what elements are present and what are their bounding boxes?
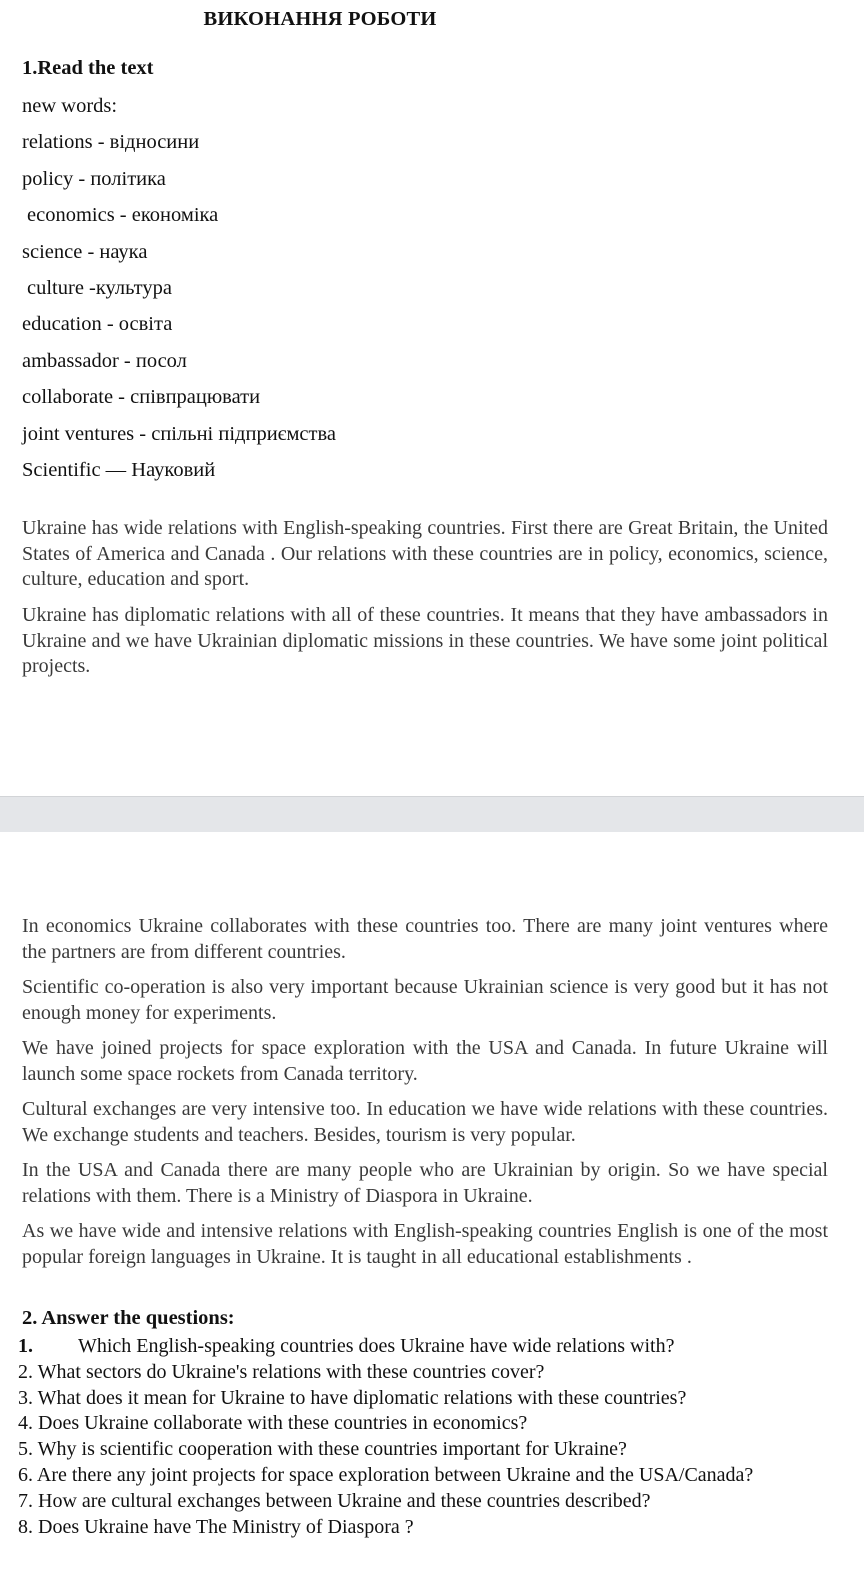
page-title: ВИКОНАННЯ РОБОТИ (203, 8, 437, 30)
vocab-list (22, 92, 336, 492)
vocab-item: joint ventures - спільні підприємства (22, 422, 336, 445)
question-item: 4. Does Ukraine collaborate with these countries in economics? (18, 1412, 528, 1435)
task2-heading: 2. Answer the questions: (22, 1307, 235, 1329)
vocab-item: culture -культура (27, 276, 172, 299)
question-text: Which English-speaking countries does Ukraine have wide relations with? (78, 1335, 675, 1357)
task1-heading: 1.Read the text (22, 57, 154, 79)
question-item: 6. Are there any joint projects for space exploration between Ukraine and the USA/Canada? (18, 1463, 754, 1486)
text-paragraph: Ukraine has wide relations with English-speaking countries. First there are Great Britain, the United States of America and Canada . Our relations with these countries are in policy, economics, science, culture, education and sport. (22, 517, 828, 590)
vocab-item: relations - відносини (22, 131, 200, 154)
text-paragraph: Scientific co-operation is also very important because Ukrainian science is very good but it has not enough money for experiments. (22, 976, 828, 1024)
question-item (18, 1334, 828, 1360)
question-item: 3. What does it mean for Ukraine to have diplomatic relations with these countries? (18, 1386, 687, 1409)
text-paragraph: Cultural exchanges are very intensive too. In education we have wide relations with these countries. We exchange students and teachers. Besides, tourism is very popular. (22, 1098, 828, 1146)
vocab-item: collaborate - співпрацювати (22, 386, 261, 409)
vocab-item: ambassador - посол (22, 349, 187, 372)
question-item: 8. Does Ukraine have The Ministry of Diaspora ? (18, 1515, 414, 1538)
text-paragraph: In economics Ukraine collaborates with these countries too. There are many joint ventures where the partners are from different countries. (22, 915, 828, 963)
text-paragraph: Ukraine has diplomatic relations with all of these countries. It means that they have ambassadors in Ukraine and we have Ukrainian diplomatic missions in these countries. We have some joint political projects. (22, 604, 828, 677)
text-paragraph: As we have wide and intensive relations with English-speaking countries English is one of the most popular foreign languages in Ukraine. It is taught in all educational establishments . (22, 1220, 828, 1268)
vocab-item: education - освіта (22, 313, 173, 336)
vocab-item: Scientific — Науковий (22, 458, 216, 481)
question-item: 7. How are cultural exchanges between Ukraine and these countries described? (18, 1489, 651, 1512)
text-paragraph: In the USA and Canada there are many people who are Ukrainian by origin. So we have special relations with them. There is a Ministry of Diaspora in Ukraine. (22, 1159, 828, 1207)
questions-list (18, 1334, 828, 1540)
vocab-item: economics - економіка (27, 204, 219, 227)
vocab-intro: new words: (22, 95, 118, 117)
question-item: 5. Why is scientific cooperation with these countries important for Ukraine? (18, 1438, 627, 1461)
text-paragraph: We have joined projects for space exploration with the USA and Canada. In future Ukraine will launch some space rockets from Canada territory. (22, 1037, 828, 1085)
question-item: 2. What sectors do Ukraine's relations with these countries cover? (18, 1360, 545, 1383)
page-separator (0, 796, 864, 833)
vocab-item: policy - політика (22, 167, 166, 190)
vocab-item: science - наука (22, 240, 148, 263)
question-number: 1. (18, 1335, 33, 1357)
